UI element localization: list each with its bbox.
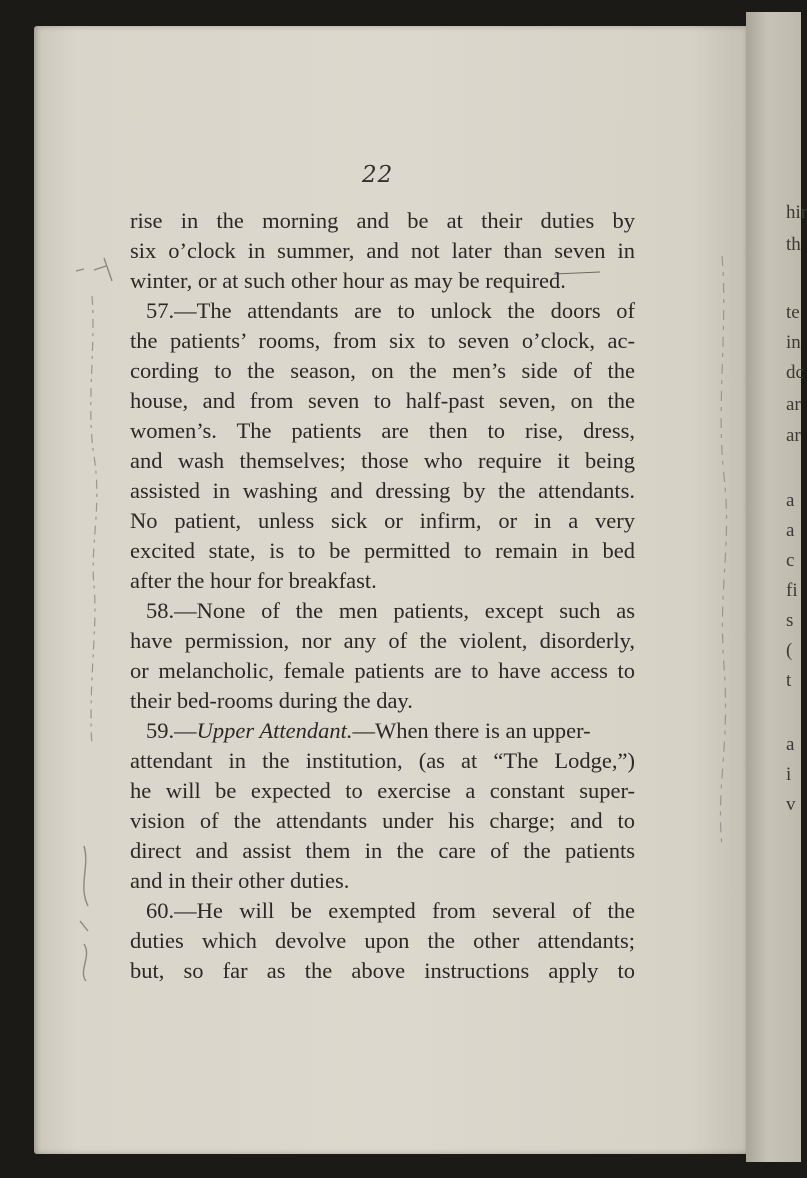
next-page-fragment: a (786, 490, 795, 511)
body-text-line: six o’clock in summer, and not later than seven in (130, 238, 635, 263)
body-text-line: house, and from seven to half-past seven, on the (130, 388, 635, 413)
body-text-line: after the hour for breakfast. (130, 568, 377, 593)
body-text-line: winter, or at such other hour as may be required. (130, 268, 566, 293)
body-text-line: women’s. The patients are then to rise, dress, (130, 418, 635, 443)
section-heading-italic: Upper Attendant. (196, 718, 353, 743)
body-text-line: 57.—The attendants are to unlock the doors of (146, 298, 635, 323)
body-text-line: duties which devolve upon the other attendants; (130, 928, 635, 953)
next-page-fragment: a (786, 734, 795, 755)
book-page (34, 26, 746, 1154)
next-page-fragment: s (786, 610, 794, 631)
body-text-line: 60.—He will be exempted from several of the (146, 898, 635, 923)
body-text-line: No patient, unless sick or infirm, or in a very (130, 508, 635, 533)
body-text-line: excited state, is to be permitted to remain in bed (130, 538, 635, 563)
body-text-line: and wash themselves; those who require it being (130, 448, 635, 473)
next-page-fragment: t (786, 670, 792, 691)
next-page-fragment: in (786, 332, 801, 353)
body-text-line: rise in the morning and be at their duties by (130, 208, 635, 233)
next-page-fragment: hir (786, 202, 807, 223)
body-text-fragment: —When there is an upper- (352, 718, 591, 743)
body-text-line: have permission, nor any of the violent, disorderly, (130, 628, 635, 653)
next-page-fragment: a (786, 520, 795, 541)
body-text-line: vision of the attendants under his charge; and to (130, 808, 635, 833)
body-text-line: assisted in washing and dressing by the attendants. (130, 478, 635, 503)
next-page-fragment: ( (786, 640, 793, 661)
body-text-line: he will be expected to exercise a constant super- (130, 778, 635, 803)
next-page-fragment: dc (786, 362, 804, 383)
section-number: 59.— (146, 718, 197, 743)
body-text-line: direct and assist them in the care of the patients (130, 838, 635, 863)
body-text-line-mixed (146, 716, 635, 746)
next-page-fragment: c (786, 550, 795, 571)
next-page-fragment: v (786, 794, 796, 815)
body-text-line: and in their other duties. (130, 868, 350, 893)
body-text-line: 58.—None of the men patients, except such as (146, 598, 635, 623)
body-text-line: but, so far as the above instructions apply to (130, 958, 635, 983)
next-page-fragment: fi (786, 580, 798, 601)
body-text-line: or melancholic, female patients are to have access to (130, 658, 635, 683)
adjacent-page-edge (746, 12, 807, 1162)
body-text-line: cording to the season, on the men’s side of the (130, 358, 635, 383)
body-text-line: attendant in the institution, (as at “The Lodge,”) (130, 748, 635, 773)
next-page-fragment: te (786, 302, 800, 323)
next-page-fragment: ar (786, 394, 801, 415)
body-text-line: the patients’ rooms, from six to seven o’clock, ac- (130, 328, 635, 353)
next-page-fragment: ar (786, 425, 801, 446)
next-page-fragment: th (786, 234, 801, 255)
body-text-line: their bed-rooms during the day. (130, 688, 413, 713)
next-page-fragment: i (786, 764, 792, 785)
page-number: 22 (362, 162, 394, 188)
